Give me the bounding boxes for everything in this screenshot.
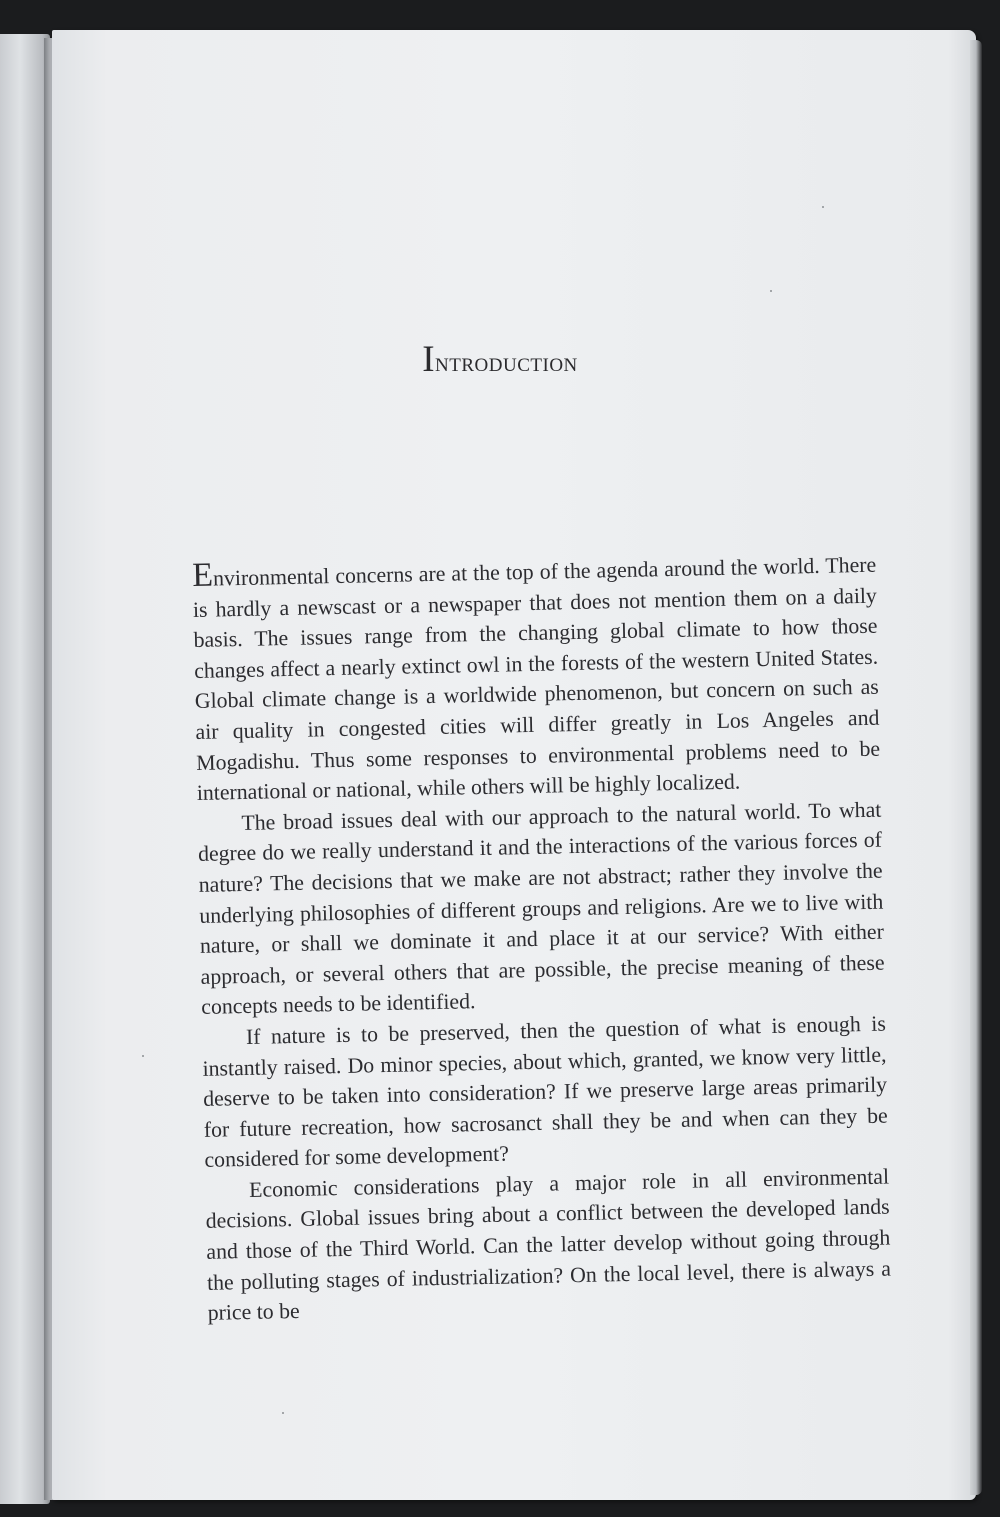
paper-speck [770, 290, 772, 292]
chapter-title-rest: ntroduction [435, 347, 578, 377]
left-page-edge [0, 34, 50, 1504]
paragraph-1-text: nvironmental concerns are at the top of the agenda around the world. There is hardly a newscast or a newspaper that does not mention them on a daily basis. The issues range from the changing global climate to how those changes affect a nearly extinct owl in the forests of the western United States. Global climate change is a worldwide phenomenon, but concern on such as air quality in congested cities will differ greatly in Los Angeles and Mogadishu. Thus some responses to environmental problems need to be international or national, while others will be highly localized. [192, 552, 881, 806]
body-text [192, 550, 892, 1329]
paragraph-2: The broad issues deal with our approach to the natural world. To what degree do we really understand it and the interactions of the various forces of nature? The decisions that we make are not abstract; rather they involve the underlying philosophies of different groups and religions. Are we to live with nature, or shall we dominate it and place it at our service? With either approach, or several others that are possible, the precise meaning of these concepts needs to be identified. [197, 797, 885, 1020]
initial-letter: E [191, 556, 214, 594]
paper-speck [142, 1055, 144, 1057]
paragraph-1 [192, 550, 881, 809]
paper-speck [822, 206, 824, 208]
chapter-title-initial: I [422, 339, 436, 380]
page-fore-edge [970, 40, 982, 1495]
paragraph-3: If nature is to be preserved, then the question of what is enough is instantly raised. Do minor species, about which, granted, we know very little, deserve to be taken into consideration? If we preserve large areas primarily for future recreation, how sacrosanct shall they be and when can they be considered for some development? [202, 1011, 888, 1173]
chapter-title [0, 338, 1000, 381]
paragraph-4: Economic considerations play a major role in all environmental decisions. Global issues bring about a conflict between the developed lands and those of the Third World. Can the latter develop without going through the polluting stages of industrialization? On the local level, there is always a price to be [205, 1164, 892, 1326]
paper-speck [282, 1412, 284, 1414]
